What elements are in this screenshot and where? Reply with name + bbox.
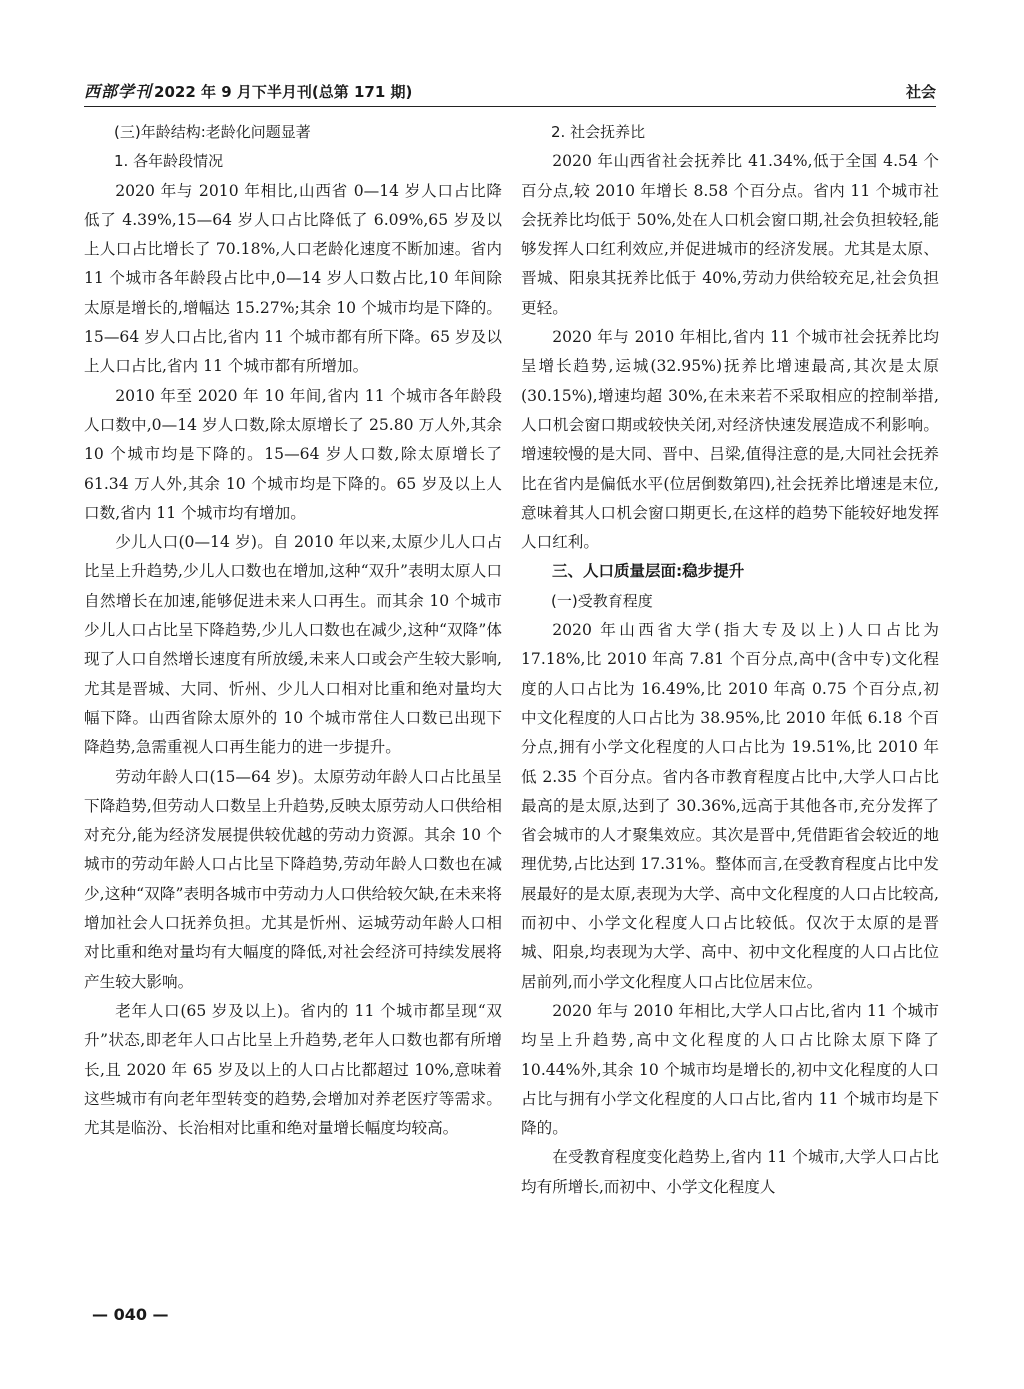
- right-heading: 2. 社会抚养比: [551, 123, 646, 141]
- header-left: [84, 79, 412, 102]
- left-paragraph: 2010 年至 2020 年 10 年间,省内 11 个城市各年龄段人口数中,0—14 岁人口数,除太原增长了 25.80 万人外,其余 10 个城市均是下降的。15—64 岁人口数,除太原增长了 61.34 万人外,其余 10 个城市均是下降的。65 岁及以上人口数,省内 11 个城市均有增加。: [84, 386, 502, 522]
- right-column: [521, 118, 939, 1202]
- right-paragraph: 2020 年与 2010 年相比,大学人口占比,省内 11 个城市均呈上升趋势,高中文化程度的人口占比除太原下降了 10.44%外,其余 10 个城市均是增长的,初中文化程度的人口占比与拥有小学文化程度的人口占比,省内 11 个城市均是下降的。: [521, 1001, 939, 1138]
- running-header: [84, 72, 936, 107]
- left-paragraph: 老年人口(65 岁及以上)。省内的 11 个城市都呈现“双升”状态,即老年人口占比呈上升趋势,老年人口数也都有所增长,且 2020 年 65 岁及以上的人口占比都超过 10%,意味着这些城市有向老年型转变的趋势,会增加对养老医疗等需求。尤其是临汾、长治相对比重和绝对量增长幅度均较高。: [84, 1001, 502, 1138]
- right-heading: 三、人口质量层面:稳步提升: [552, 562, 745, 581]
- page-number: — 040 —: [92, 1305, 169, 1324]
- journal-logo: 西部学刊: [84, 82, 153, 101]
- left-paragraph: 2020 年与 2010 年相比,山西省 0—14 岁人口占比降低了 4.39%,15—64 岁人口占比降低了 6.09%,65 岁及以上人口占比增长了 70.18%,人口老龄化速度不断加速。省内 11 个城市各年龄段占比中,0—14 岁人口数占比,10 年间除太原是增长的,增幅达 15.27%;其余 10 个城市均是下降的。15—64 岁人口占比,省内 11 个城市都有所下降。65 岁及以上人口占比,省内 11 个城市都有所增加。: [84, 181, 502, 376]
- issue-info: 2022 年 9 月下半月刊(总第 171 期): [154, 83, 413, 101]
- left-paragraph: 少儿人口(0—14 岁)。自 2010 年以来,太原少儿人口占比呈上升趋势,少儿人口数也在增加,这种“双升”表明太原人口自然增长在加速,能够促进未来人口再生。而其余 10 个城市少儿人口占比呈下降趋势,少儿人口数也在减少,这种“双降”体现了人口自然增长速度有所放缓,未来人口或会产生较大影响,尤其是晋城、大同、忻州、少儿人口相对比重和绝对量均大幅下降。山西省除太原外的 10 个城市常住人口数已出现下降趋势,急需重视人口再生能力的进一步提升。: [84, 533, 502, 757]
- section-tag: 社会: [905, 83, 936, 101]
- left-paragraph: 劳动年龄人口(15—64 岁)。太原劳动年龄人口占比虽呈下降趋势,但劳动人口数呈上升趋势,反映太原劳动人口供给相对充分,能为经济发展提供较优越的劳动力资源。其余 10 个城市的劳动年龄人口占比呈下降趋势,劳动年龄人口数也在减少,这种“双降”表明各城市中劳动力人口供给较欠缺,在未来将增加社会人口抚养负担。尤其是忻州、运城劳动年龄人口相对比重和绝对量均有大幅度的降低,对社会经济可持续发展将产生较大影响。: [84, 767, 502, 991]
- left-heading: 1. 各年龄段情况: [114, 152, 224, 171]
- right-paragraph: 2020 年与 2010 年相比,省内 11 个城市社会抚养比均呈增长趋势,运城(32.95%)抚养比增速最高,其次是太原(30.15%),增速均超 30%,在未来若不采取相应的控制举措,人口机会窗口期或较快关闭,对经济快速发展造成不利影响。增速较慢的是大同、晋中、吕梁,值得注意的是,大同社会抚养比在省内是偏低水平(位居倒数第四),社会抚养比增速是末位,意味着其人口机会窗口期更长,在这样的趋势下能较好地发挥人口红利。: [521, 328, 939, 552]
- right-paragraph: 2020 年山西省大学(指大专及以上)人口占比为 17.18%,比 2010 年高 7.81 个百分点,高中(含中专)文化程度的人口占比为 16.49%,比 2010 年高 0.75 个百分点,初中文化程度的人口占比为 38.95%,比 2010 年低 6.18 个百分点,拥有小学文化程度的人口占比为 19.51%,比 2010 年低 2.35 个百分点。省内各市教育程度占比中,大学人口占比最高的是太原,达到了 30.36%,远高于其他各市,充分发挥了省会城市的人才聚集效应。其次是晋中,凭借距省会较近的地理优势,占比达到 17.31%。整体而言,在受教育程度占比中发展最好的是太原,表现为大学、高中文化程度的人口占比较高,而初中、小学文化程度人口占比较低。仅次于太原的是晋城、阳泉,均表现为大学、高中、初中文化程度的人口占比位居前列,而小学文化程度人口占比位居末位。: [521, 621, 939, 991]
- right-paragraph: 2020 年山西省社会抚养比 41.34%,低于全国 4.54 个百分点,较 2010 年增长 8.58 个百分点。省内 11 个城市社会抚养比均低于 50%,处在人口机会窗口期,社会负担较轻,能够发挥人口红利效应,并促进城市的经济发展。尤其是太原、晋城、阳泉其抚养比低于 40%,劳动力供给较充足,社会负担更轻。: [521, 152, 939, 317]
- right-paragraph: 在受教育程度变化趋势上,省内 11 个城市,大学人口占比均有所增长,而初中、小学文化程度人: [521, 1148, 939, 1196]
- left-column: [84, 118, 502, 1143]
- left-heading: (三)年龄结构:老龄化问题显著: [114, 123, 311, 141]
- right-heading: (一)受教育程度: [551, 591, 653, 610]
